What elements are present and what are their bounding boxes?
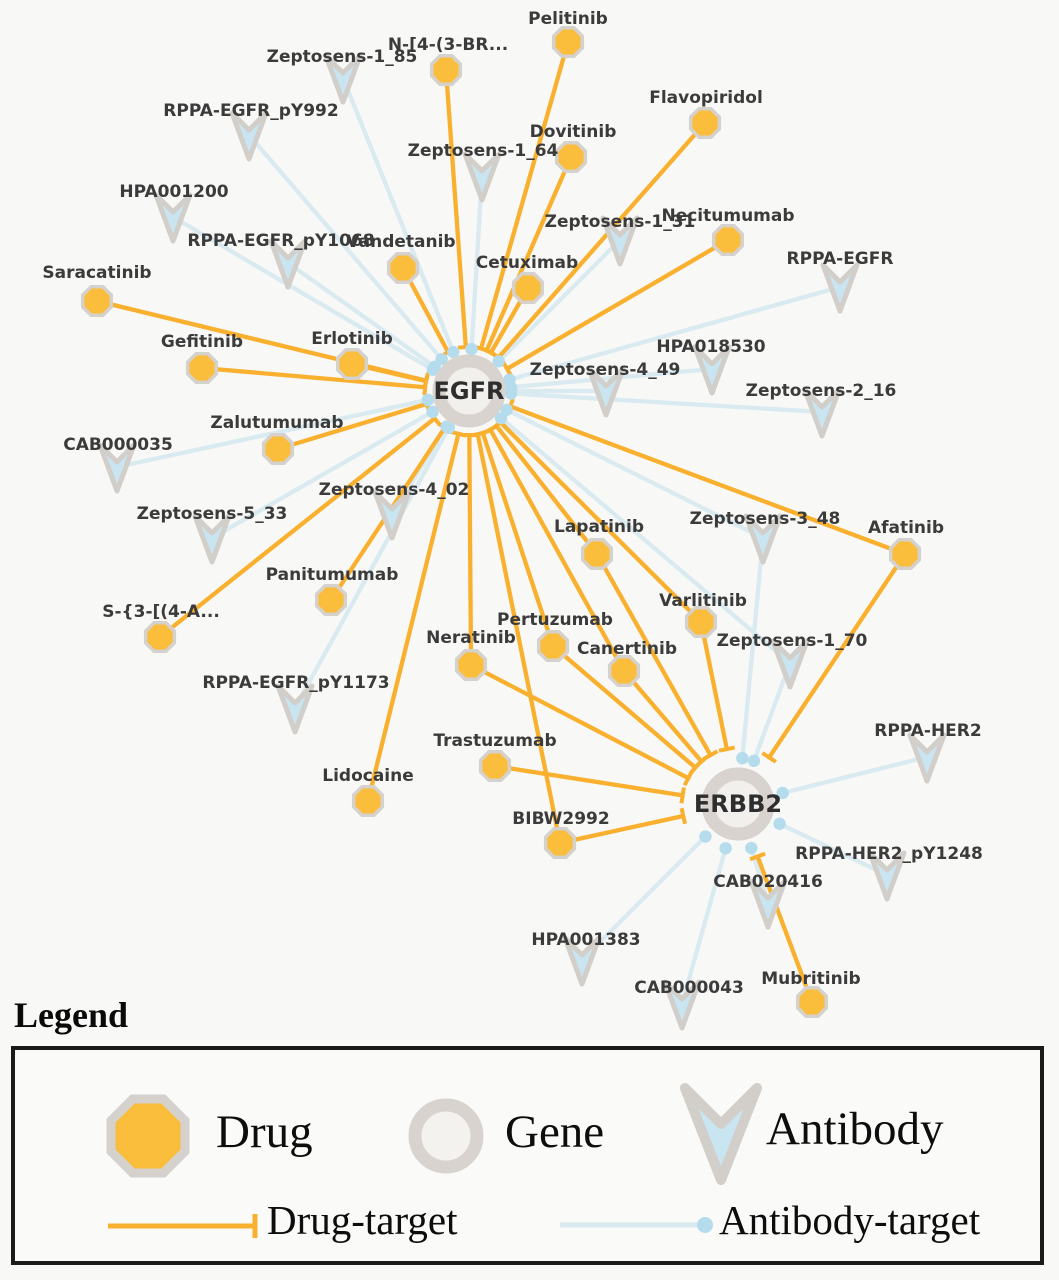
drug-label: Flavopiridol	[649, 88, 763, 108]
drug-node[interactable]	[457, 651, 486, 680]
drug-target-edge	[495, 766, 683, 795]
antibody-label: RPPA-EGFR_pY992	[163, 101, 339, 121]
legend-antibody-label: Antibody	[766, 1103, 944, 1155]
antibody-target-dot	[699, 830, 711, 842]
drug-node[interactable]	[687, 608, 716, 637]
legend-gene-label: Gene	[505, 1106, 605, 1158]
legend-antibody-target-label: Antibody-target	[719, 1197, 981, 1243]
antibody-label: RPPA-HER2_pY1248	[795, 844, 983, 864]
antibody-target-dot	[505, 387, 517, 399]
drug-label: Mubritinib	[761, 969, 861, 989]
drug-target-tee-cap	[424, 373, 428, 389]
drug-label: Erlotinib	[311, 329, 393, 349]
drug-label: Saracatinib	[42, 263, 152, 283]
drug-label: S-{3-[(4-A...	[102, 602, 220, 622]
antibody-label: Zeptosens-4_02	[318, 480, 470, 500]
antibody-target-edge	[783, 757, 927, 793]
gene-label: EGFR	[433, 377, 505, 405]
drug-label: Varlitinib	[659, 591, 747, 611]
drug-node[interactable]	[691, 109, 720, 138]
drug-node[interactable]	[432, 56, 461, 85]
drug-node[interactable]	[317, 586, 346, 615]
drug-label: Cetuximab	[475, 253, 579, 273]
legend-drug-target-label: Drug-target	[267, 1197, 458, 1243]
antibody-label: Zeptosens-2_16	[745, 381, 897, 401]
legend-drug-octagon-icon	[111, 1099, 185, 1173]
drug-label: N-[4-(3-BR...	[387, 35, 509, 55]
legend-drug-label: Drug	[216, 1106, 313, 1158]
drug-label: Gefitinib	[160, 332, 244, 352]
drug-node[interactable]	[798, 988, 827, 1017]
drug-label: Canertinib	[576, 639, 678, 659]
drug-node[interactable]	[891, 540, 920, 569]
drug-label: Panitumumab	[265, 565, 399, 585]
drug-label: Zalutumumab	[210, 413, 344, 433]
antibody-target-dot	[465, 343, 477, 355]
drug-label: Pelitinib	[528, 9, 608, 29]
drug-label: Afatinib	[867, 518, 945, 538]
drug-node[interactable]	[539, 632, 568, 661]
antibody-target-edges	[117, 78, 927, 1004]
antibody-label: RPPA-HER2	[874, 721, 982, 741]
antibody-label: Zeptosens-1_85	[266, 47, 418, 67]
drug-node[interactable]	[554, 28, 583, 57]
drug-target-edge	[446, 70, 466, 347]
antibody-target-dot	[748, 755, 760, 767]
drug-label: Vandetanib	[346, 232, 456, 252]
legend-title: Legend	[14, 995, 129, 1035]
antibody-target-dot	[736, 752, 748, 764]
drug-node[interactable]	[557, 143, 586, 172]
drug-target-tee-cap	[681, 787, 683, 803]
antibody-label: RPPA-EGFR_pY1068	[187, 231, 375, 251]
drug-node[interactable]	[546, 829, 575, 858]
drug-node[interactable]	[188, 354, 217, 383]
drug-node[interactable]	[338, 350, 367, 379]
drug-label: Necitumumab	[661, 206, 795, 226]
drug-target-tee-cap	[682, 808, 685, 824]
antibody-label: CAB000043	[634, 978, 744, 998]
drug-label: Trastuzumab	[433, 731, 557, 751]
drug-node[interactable]	[146, 623, 175, 652]
antibody-target-dot	[422, 394, 434, 406]
drug-label: Lidocaine	[322, 766, 414, 786]
drug-target-tee-cap	[451, 432, 467, 436]
drug-target-tee-cap	[719, 748, 735, 751]
legend-gene-ring-icon	[415, 1105, 477, 1167]
antibody-label: HPA001383	[531, 930, 641, 950]
drug-node[interactable]	[714, 226, 743, 255]
drug-node[interactable]	[583, 540, 612, 569]
antibody-label: RPPA-EGFR_pY1173	[202, 673, 390, 693]
antibody-label: CAB020416	[713, 872, 823, 892]
drug-label: Lapatinib	[554, 517, 644, 537]
antibody-label: Zeptosens-1_64	[407, 141, 559, 161]
labels	[42, 9, 982, 998]
antibody-label: RPPA-EGFR	[786, 249, 894, 269]
drug-label: Neratinib	[426, 628, 516, 648]
gene-label: ERBB2	[693, 790, 783, 818]
antibody-label: Zeptosens-5_33	[136, 504, 288, 524]
antibody-label: CAB000035	[63, 435, 173, 455]
drug-node[interactable]	[83, 287, 112, 316]
legend-antibody-chevron-icon	[685, 1088, 757, 1180]
drug-node[interactable]	[389, 254, 418, 283]
antibody-label: Zeptosens-3_48	[689, 509, 841, 529]
antibody-target-dot	[719, 842, 731, 854]
drug-label: Dovitinib	[529, 122, 617, 142]
antibody-label: Zeptosens-1_31	[544, 212, 696, 232]
antibody-node[interactable]	[823, 265, 857, 311]
antibody-label: Zeptosens-1_70	[716, 631, 868, 651]
legend-box	[11, 1046, 1044, 1265]
drug-label: Pertuzumab	[497, 610, 613, 630]
antibody-label: HPA018530	[656, 337, 766, 357]
drug-node[interactable]	[514, 274, 543, 303]
drug-node[interactable]	[354, 787, 383, 816]
legend-antibody-target-dot	[697, 1217, 713, 1233]
antibody-label: HPA001200	[119, 182, 229, 202]
antibody-target-dot	[773, 818, 785, 830]
drug-label: BIBW2992	[512, 809, 610, 829]
antibody-target-dot	[745, 842, 757, 854]
drug-node[interactable]	[481, 752, 510, 781]
drug-node[interactable]	[610, 657, 639, 686]
antibody-label: Zeptosens-4_49	[529, 360, 681, 380]
drug-node[interactable]	[264, 435, 293, 464]
